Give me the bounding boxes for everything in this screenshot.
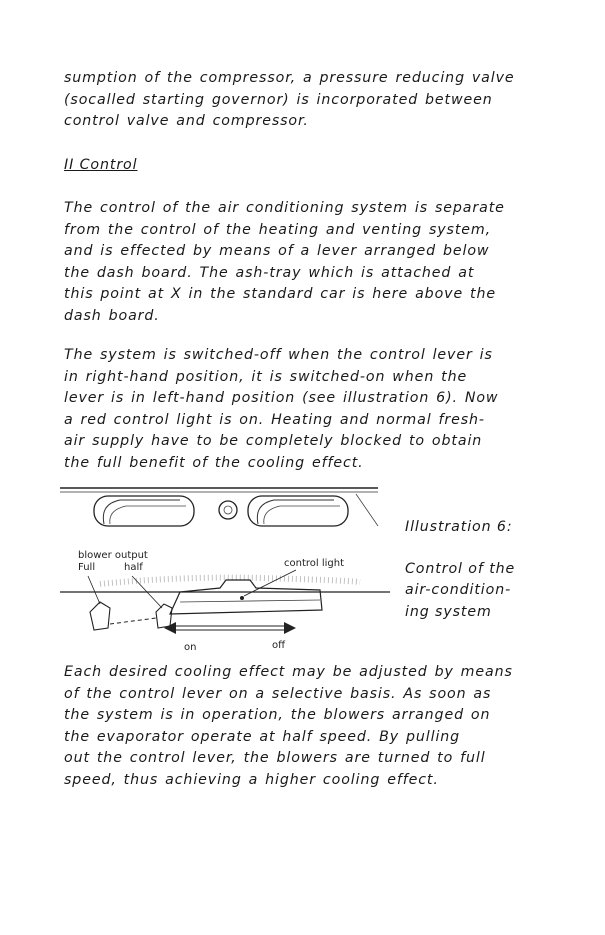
label-half: half <box>124 562 143 573</box>
caption-line: Control of the <box>405 560 516 577</box>
paragraph-switching <box>64 345 544 475</box>
text-line: the dash board. The ash-tray which is attached at <box>64 264 475 281</box>
text-line: (socalled starting governor) is incorporated between <box>64 91 493 108</box>
caption-line: air-condition- <box>405 582 512 599</box>
text-line: out the control lever, the blowers are turned to full <box>64 750 486 767</box>
label-full: Full <box>78 562 96 573</box>
text-line: the system is in operation, the blowers arranged on <box>64 707 491 724</box>
paragraph-cooling-effect <box>64 662 544 792</box>
label-on: on <box>184 642 197 653</box>
blower-knob-full <box>88 576 110 630</box>
air-vent-left <box>94 496 194 526</box>
illustration-6 <box>60 484 390 654</box>
text-line: dash board. <box>64 307 160 324</box>
label-blower-output: blower output <box>78 550 148 561</box>
text-line: a red control light is on. Heating and normal fresh- <box>64 411 485 428</box>
paragraph-control-description <box>64 198 544 328</box>
text-line: this point at X in the standard car is here above the <box>64 286 496 303</box>
text-line: the full benefit of the cooling effect. <box>64 454 364 471</box>
text-line: Each desired cooling effect may be adjusted by means <box>64 664 513 680</box>
text-line: air supply have to be completely blocked to obtain <box>64 433 483 450</box>
text-line: in right-hand position, it is switched-on when the <box>64 368 468 385</box>
text-line: lever is in left-hand position (see illustration 6). Now <box>64 390 499 407</box>
text-line: speed, thus achieving a higher cooling effect. <box>64 771 439 788</box>
on-off-arrow <box>164 622 296 634</box>
center-knob <box>219 501 237 519</box>
label-control-light: control light <box>284 558 345 569</box>
text-line: the evaporator operate at half speed. By pulling <box>64 728 461 745</box>
text-line: The system is switched-off when the control lever is <box>64 347 493 363</box>
paragraph-compressor <box>64 68 544 133</box>
text-line: control valve and compressor. <box>64 113 309 130</box>
air-vent-right <box>248 496 348 526</box>
caption-title: Illustration 6: <box>405 519 513 535</box>
text-line: from the control of the heating and venting system, <box>64 221 492 238</box>
caption-line: ing system <box>405 603 492 620</box>
text-line: sumption of the compressor, a pressure reducing valve <box>64 70 515 86</box>
section-heading: II Control <box>64 157 138 173</box>
label-off: off <box>272 640 286 651</box>
text-line: The control of the air conditioning system is separate <box>64 200 505 216</box>
dashboard-drawing <box>60 484 390 654</box>
text-line: and is effected by means of a lever arranged below <box>64 243 490 260</box>
illustration-caption <box>405 517 555 623</box>
text-line: of the control lever on a selective basis. As soon as <box>64 685 492 702</box>
